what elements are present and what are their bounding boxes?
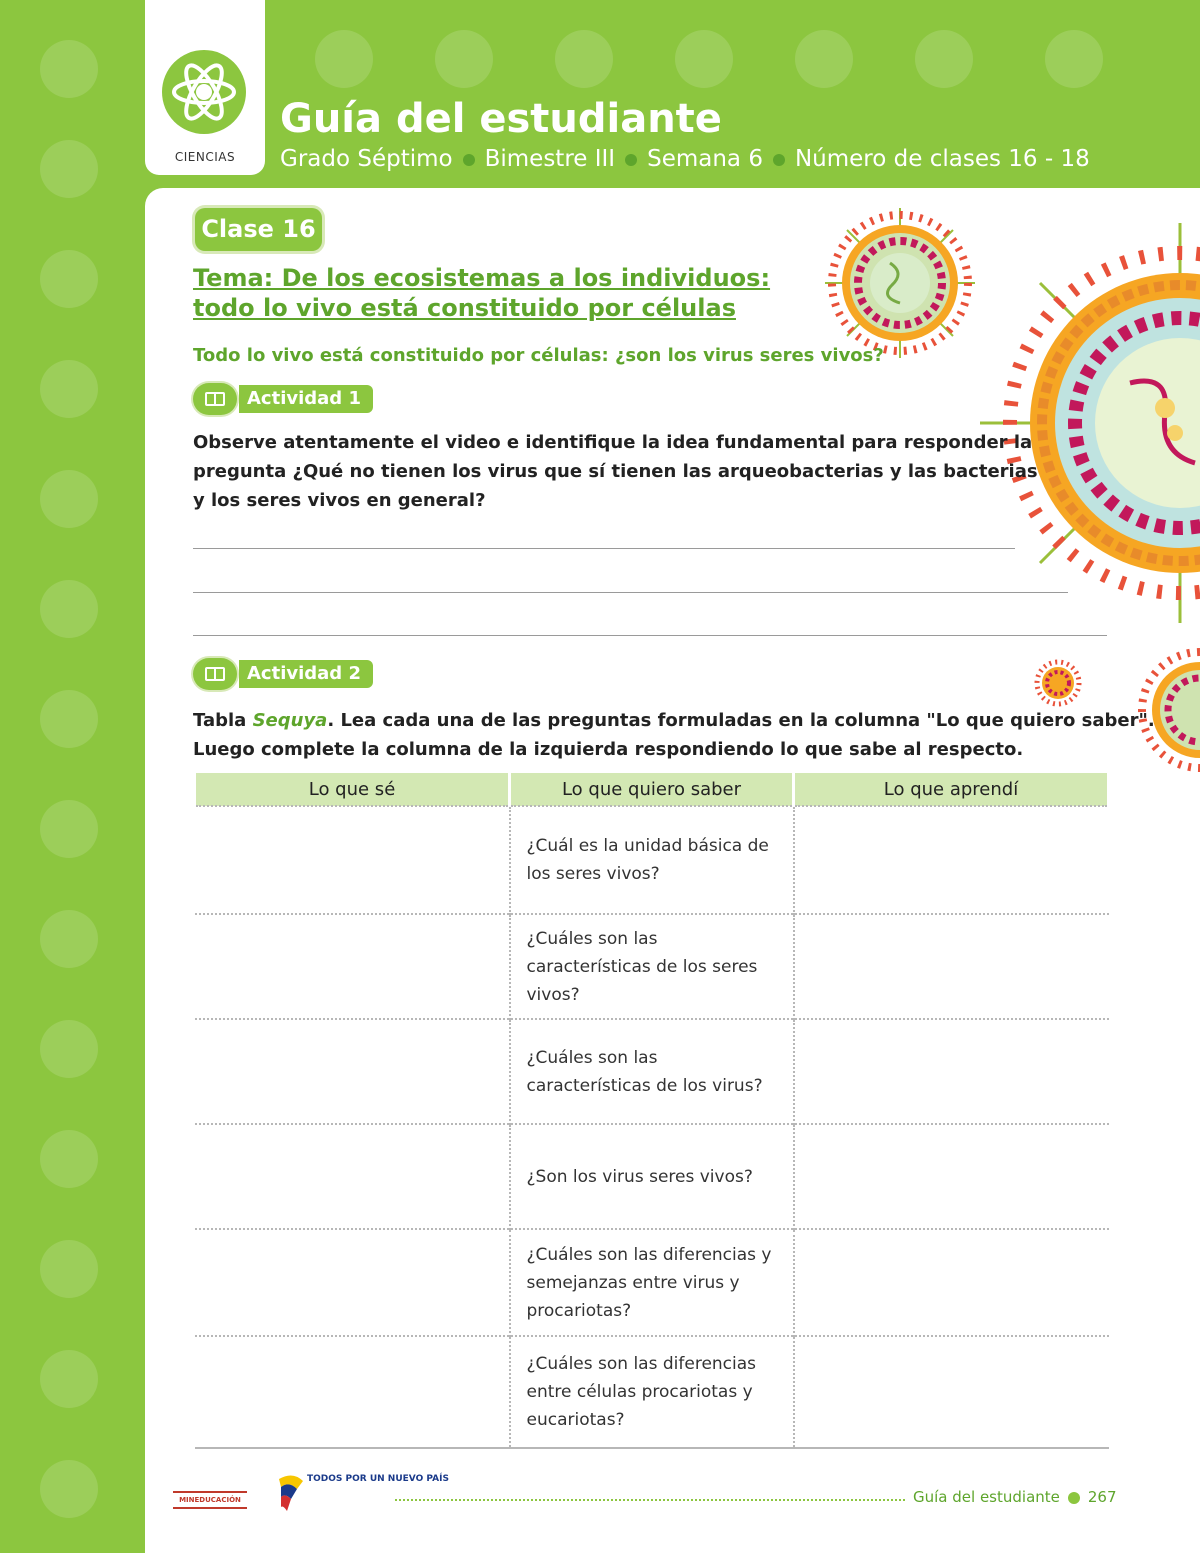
instruction-line: y los seres vivos en general? [193, 490, 486, 511]
header-subtitle [280, 146, 1090, 172]
monkey-icon [40, 1240, 98, 1298]
sequya-term: Sequya [252, 710, 328, 731]
atom-icon [40, 580, 98, 638]
footer-label: Guía del estudiante [913, 1488, 1060, 1506]
answer-cell-learned[interactable] [794, 806, 1109, 914]
microscope-icon [1045, 30, 1103, 88]
atom-icon [162, 50, 246, 134]
book-icon [193, 383, 237, 415]
page-number: 267 [1087, 1488, 1117, 1506]
answer-line-2[interactable] [193, 592, 1068, 593]
activity-1-label: Actividad 1 [239, 385, 373, 413]
separator-dot-icon [463, 154, 475, 166]
page-title: Guía del estudiante [280, 96, 722, 142]
country-logo-text: TODOS POR UN NUEVO PAÍS [307, 1474, 449, 1484]
footer-page-info [913, 1488, 1117, 1506]
answer-cell-known[interactable] [195, 914, 510, 1019]
flask-icon [40, 1460, 98, 1518]
flag-icon [275, 1471, 305, 1521]
term-label: Bimestre III [484, 146, 616, 172]
question-cell: ¿Cuál es la unidad básica de los seres vivos? [510, 806, 794, 914]
frog-icon [795, 30, 853, 88]
petri-dish-icon [435, 30, 493, 88]
question-cell: ¿Cuáles son las características de los virus? [510, 1019, 794, 1124]
footer-dotted-line [395, 1499, 905, 1501]
question-cell: ¿Cuáles son las diferencias y semejanzas entre virus y procariotas? [510, 1229, 794, 1336]
answer-cell-known[interactable] [195, 1019, 510, 1124]
microscope-icon [40, 800, 98, 858]
dna-icon [675, 30, 733, 88]
separator-dot-icon [1068, 1492, 1080, 1504]
table-row [195, 1019, 1109, 1124]
ciencias-logo-card [145, 0, 265, 175]
question-cell: ¿Son los virus seres vivos? [510, 1124, 794, 1229]
answer-cell-learned[interactable] [794, 1019, 1109, 1124]
monkey-icon [40, 470, 98, 528]
column-header-lo-que-aprendi: Lo que aprendí [794, 773, 1109, 806]
book-icon [193, 658, 237, 690]
answer-cell-known[interactable] [195, 1229, 510, 1336]
table-row [195, 806, 1109, 914]
question-cell: ¿Cuáles son las diferencias entre células procariotas y eucariotas? [510, 1336, 794, 1448]
class-count-label: Número de clases 16 - 18 [794, 146, 1090, 172]
test-tube-icon [555, 30, 613, 88]
flask-icon [40, 250, 98, 308]
table-header-row [195, 773, 1109, 806]
instruction-line: Observe atentamente el video e identifique la idea fundamental para responder la [193, 432, 1033, 453]
column-header-lo-que-quiero-saber: Lo que quiero saber [510, 773, 794, 806]
table-row [195, 914, 1109, 1019]
table-row [195, 1336, 1109, 1448]
foot-icon [40, 910, 98, 968]
atom-icon [40, 140, 98, 198]
virus-illustration-small [820, 203, 980, 363]
decorative-background [0, 0, 145, 1553]
country-logo [275, 1471, 449, 1521]
answer-cell-known[interactable] [195, 806, 510, 914]
activity-2-instructions [193, 706, 1155, 764]
virus-illustration-tiny [1033, 658, 1083, 708]
answer-line-1[interactable] [193, 548, 1015, 549]
table-row [195, 1124, 1109, 1229]
atom-icon [40, 1350, 98, 1408]
flask-icon [40, 40, 98, 98]
grade-label: Grado Séptimo [280, 146, 453, 172]
answer-cell-learned[interactable] [794, 1336, 1109, 1448]
answer-cell-known[interactable] [195, 1124, 510, 1229]
intro-prefix: Tabla [193, 710, 253, 731]
week-label: Semana 6 [647, 146, 763, 172]
separator-dot-icon [773, 154, 785, 166]
instruction-line: pregunta ¿Qué no tienen los virus que sí tienen las arqueobacterias y las bacterias [193, 461, 1038, 482]
answer-cell-learned[interactable] [794, 914, 1109, 1019]
separator-dot-icon [625, 154, 637, 166]
molecule-icon [40, 360, 98, 418]
molecule-icon [915, 30, 973, 88]
column-header-lo-que-se: Lo que sé [195, 773, 510, 806]
topic-line-2: todo lo vivo está constituido por células [193, 294, 736, 322]
logo-label: CIENCIAS [174, 150, 236, 164]
answer-cell-known[interactable] [195, 1336, 510, 1448]
topic-line-1: Tema: De los ecosistemas a los individuos: [193, 264, 771, 292]
ministry-logo-text: MINEDUCACIÓN [179, 1496, 241, 1504]
intro-line-2: Luego complete la columna de la izquierda respondiendo lo que sabe al respecto. [193, 739, 1024, 760]
class-number-badge: Clase 16 [195, 208, 322, 251]
virus-illustration-large [980, 223, 1200, 623]
ministry-logo [173, 1491, 247, 1509]
molecule-icon [40, 1130, 98, 1188]
atom-icon [40, 1020, 98, 1078]
answer-cell-learned[interactable] [794, 1229, 1109, 1336]
content-sheet [145, 188, 1200, 1553]
question-cell: ¿Cuáles son las características de los seres vivos? [510, 914, 794, 1019]
guiding-question: Todo lo vivo está constituido por células: ¿son los virus seres vivos? [193, 345, 884, 366]
intro-rest: . Lea cada una de las preguntas formuladas en la columna "Lo que quiero saber". [327, 710, 1155, 731]
activity-1-instructions [193, 428, 1038, 515]
flask-icon [40, 690, 98, 748]
answer-cell-learned[interactable] [794, 1124, 1109, 1229]
table-row [195, 1229, 1109, 1336]
answer-line-3[interactable] [193, 635, 1107, 636]
topic-heading [193, 263, 813, 323]
sequya-table [193, 773, 1110, 1449]
flask-icon [315, 30, 373, 88]
activity-2-label: Actividad 2 [239, 660, 373, 688]
